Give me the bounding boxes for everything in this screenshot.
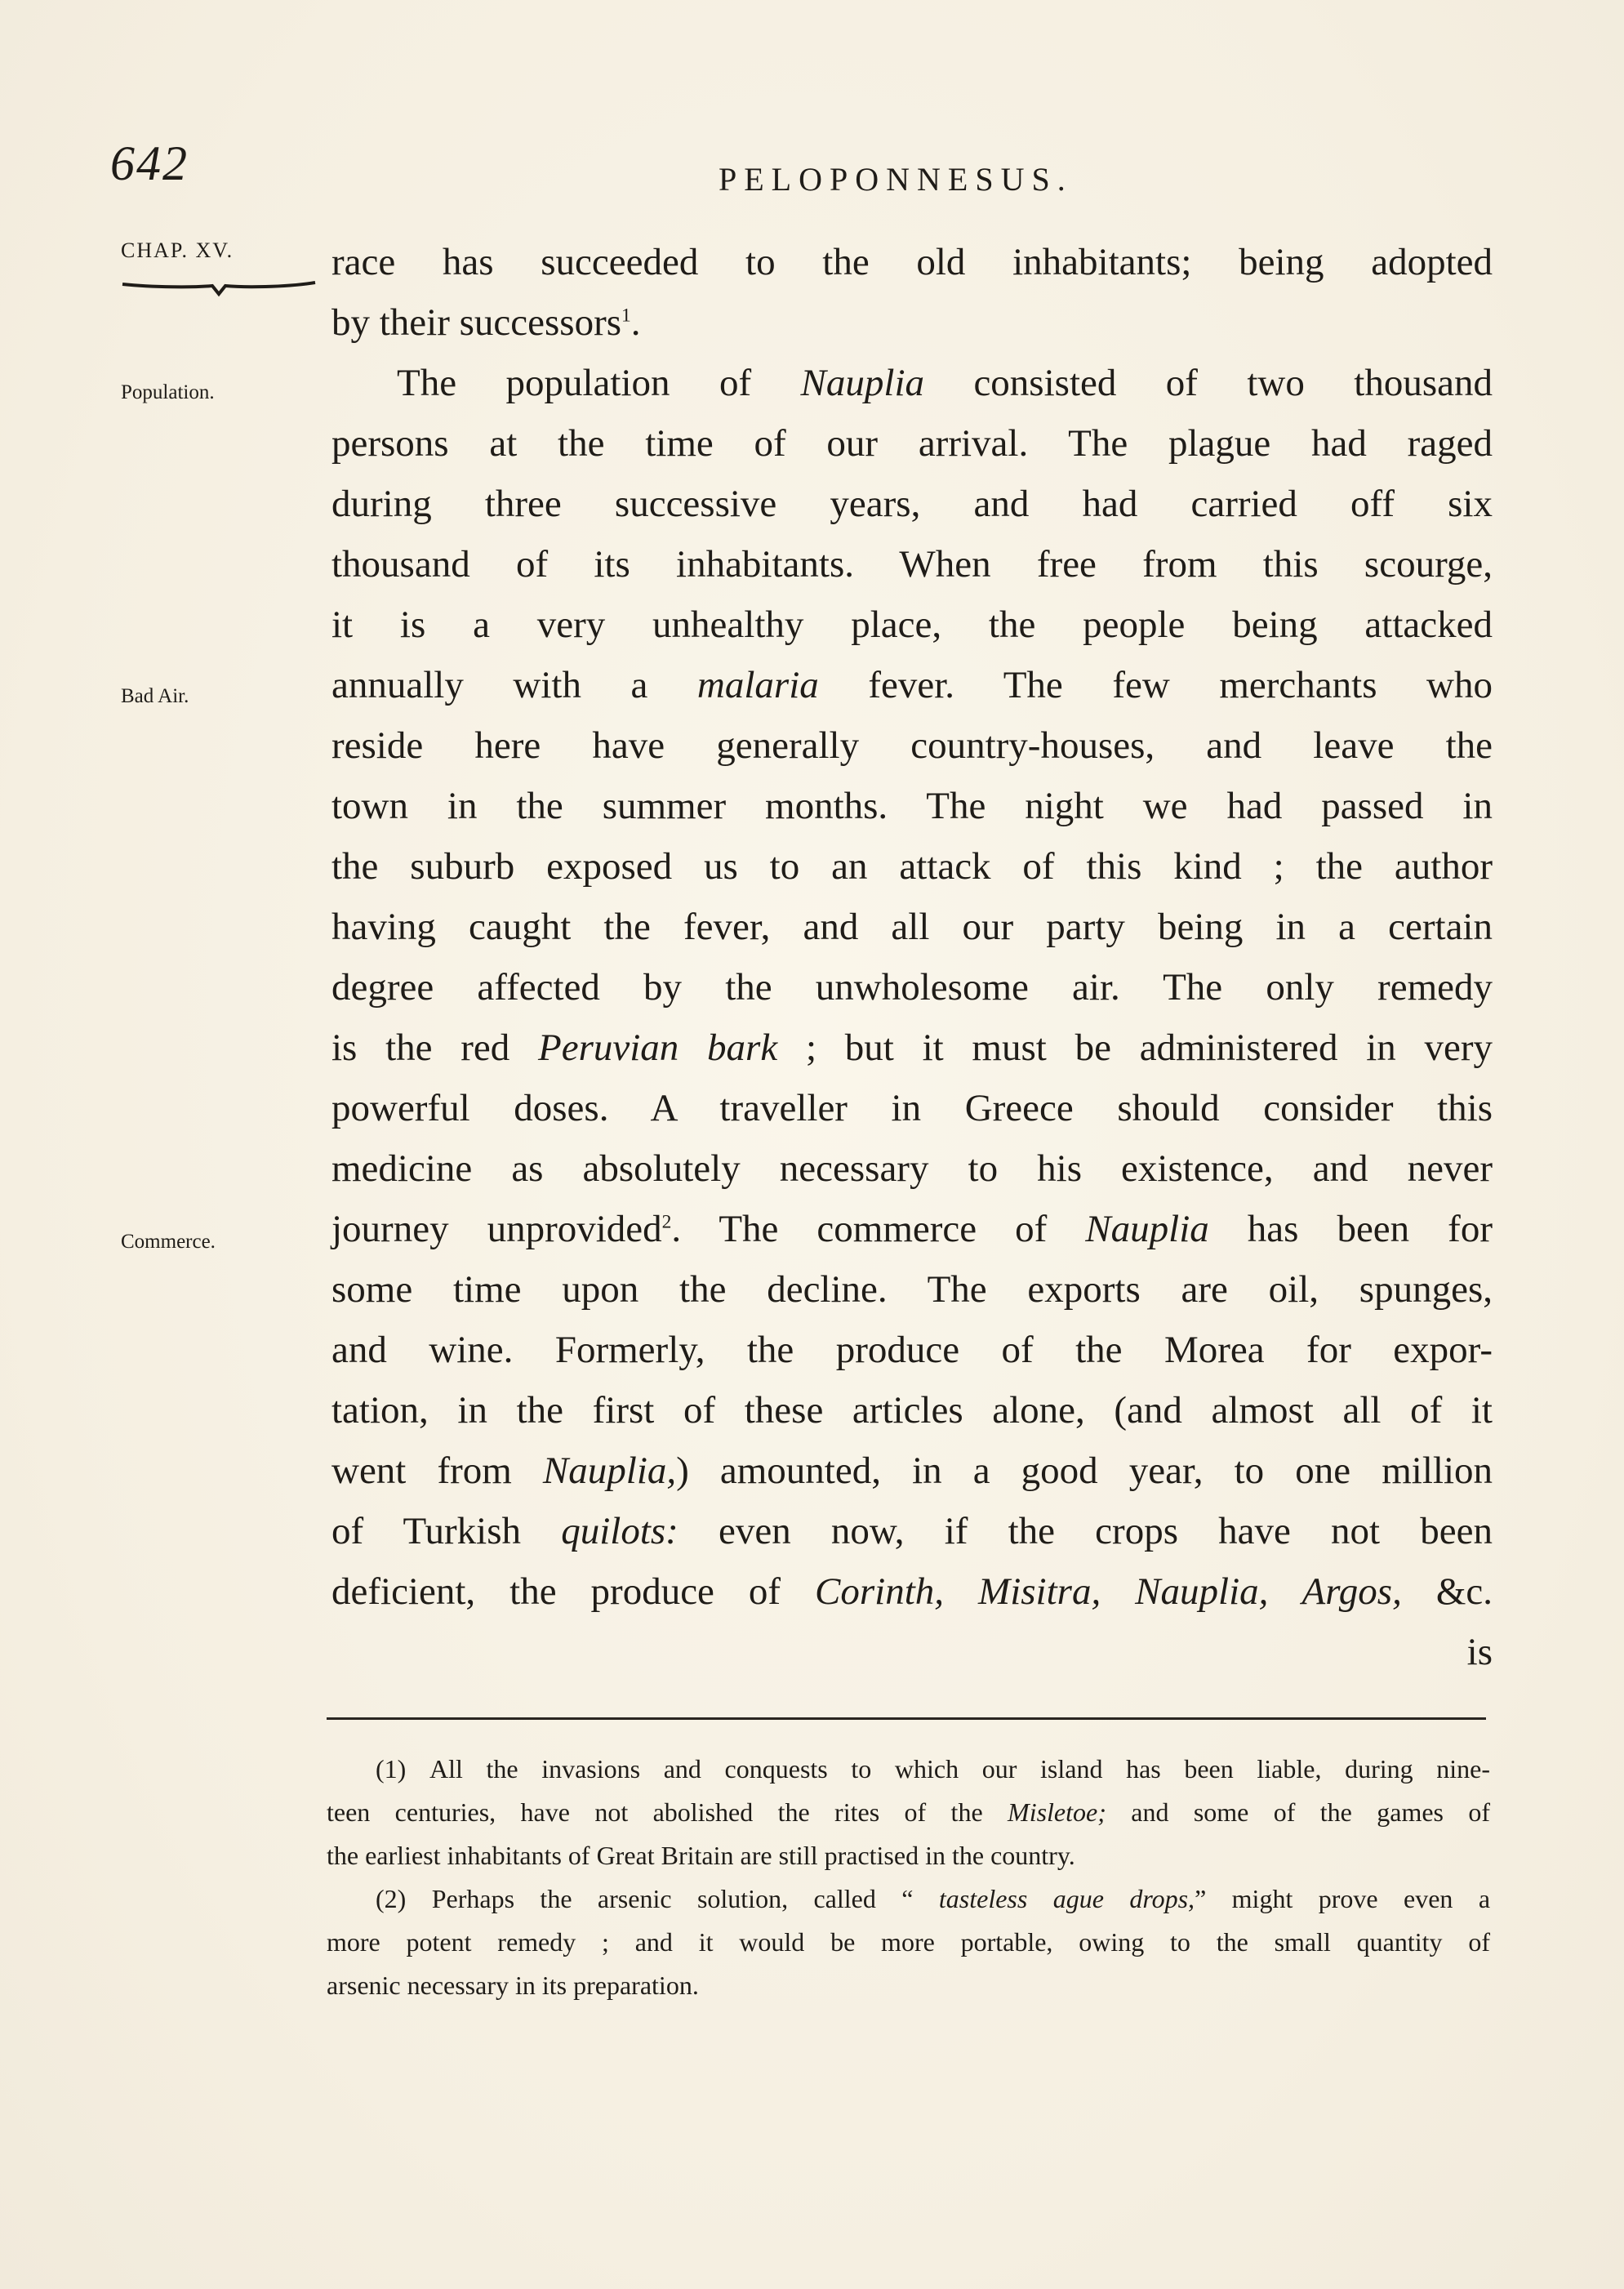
footnote-2-line: more potent remedy ; and it would be more portable, owing to the small quantity of <box>327 1927 1490 1957</box>
text-line: by their successors$^1$. <box>331 301 641 344</box>
text-line: of Turkish quilots: even now, if the crops have not been <box>331 1510 1493 1552</box>
text-line: it is a very unhealthy place, the people being attacked <box>331 603 1493 646</box>
text-line: race has succeeded to the old inhabitants; being adopted <box>331 241 1493 283</box>
catchword: is <box>1466 1631 1493 1673</box>
footnote-marker: (1) <box>376 1754 407 1784</box>
side-note-commerce: Commerce. <box>121 1231 216 1253</box>
running-title: PELOPONNESUS. <box>719 161 1073 198</box>
footnote-1-line: (1) All the invasions and conquests to which our island has been liable, during nine- <box>376 1754 1491 1784</box>
page-number: 642 <box>110 136 189 190</box>
text-line: medicine as absolutely necessary to his existence, and never <box>331 1147 1493 1190</box>
footnote-marker: (2) <box>376 1884 407 1913</box>
text-line: tation, in the first of these articles alone, (and almost all of it <box>331 1389 1493 1432</box>
footnote-2-line: arsenic necessary in its preparation. <box>327 1971 699 2000</box>
footnote-ref: 1 <box>621 305 631 327</box>
text-line: went from Nauplia,) amounted, in a good year, to one million <box>331 1450 1493 1492</box>
chapter-label: CHAP. XV. <box>121 238 234 262</box>
text-line: The population of Nauplia consisted of two thousand <box>397 362 1493 404</box>
text-line: during three successive years, and had carried off six <box>331 483 1493 525</box>
side-note-bad-air: Bad Air. <box>121 685 189 707</box>
footnote-1-line: the earliest inhabitants of Great Britain are still practised in the country. <box>327 1841 1075 1870</box>
text-line: powerful doses. A traveller in Greece should consider this <box>331 1087 1493 1129</box>
footnote-1-line: teen centuries, have not abolished the rites of the Misletoe; and some of the games of <box>327 1797 1491 1827</box>
text-line: degree affected by the unwholesome air. The only remedy <box>331 966 1493 1009</box>
text-line: deficient, the produce of Corinth, Misitra, Nauplia, Argos, &c. <box>331 1570 1493 1613</box>
text-line: thousand of its inhabitants. When free from this scourge, <box>331 543 1493 586</box>
side-note-population: Population. <box>121 381 215 403</box>
footnotes <box>327 1748 1490 2007</box>
text-line: annually with a malaria fever. The few merchants who <box>331 664 1493 706</box>
chapter-brace-icon <box>121 273 317 297</box>
text-line: town in the summer months. The night we had passed in <box>331 785 1493 827</box>
footnote-ref: 2 <box>661 1211 672 1233</box>
text-line: the suburb exposed us to an attack of this kind ; the author <box>331 845 1493 888</box>
text-line: reside here have generally country-houses, and leave the <box>331 724 1493 767</box>
text-line: some time upon the decline. The exports are oil, spunges, <box>331 1268 1493 1311</box>
text-line: having caught the fever, and all our party being in a certain <box>331 906 1493 948</box>
text-line: journey unprovided$^2$. The commerce of Nauplia has been for <box>331 1208 1493 1250</box>
main-text <box>331 232 1493 1682</box>
footnote-2-line: (2) Perhaps the arsenic solution, called “ tasteless ague drops,” might prove even a <box>376 1884 1491 1913</box>
text-line: is the red Peruvian bark ; but it must be administered in very <box>331 1026 1493 1069</box>
footnote-rule <box>327 1717 1486 1720</box>
text-line: and wine. Formerly, the produce of the Morea for expor- <box>331 1329 1493 1371</box>
text-line: persons at the time of our arrival. The plague had raged <box>331 422 1493 465</box>
